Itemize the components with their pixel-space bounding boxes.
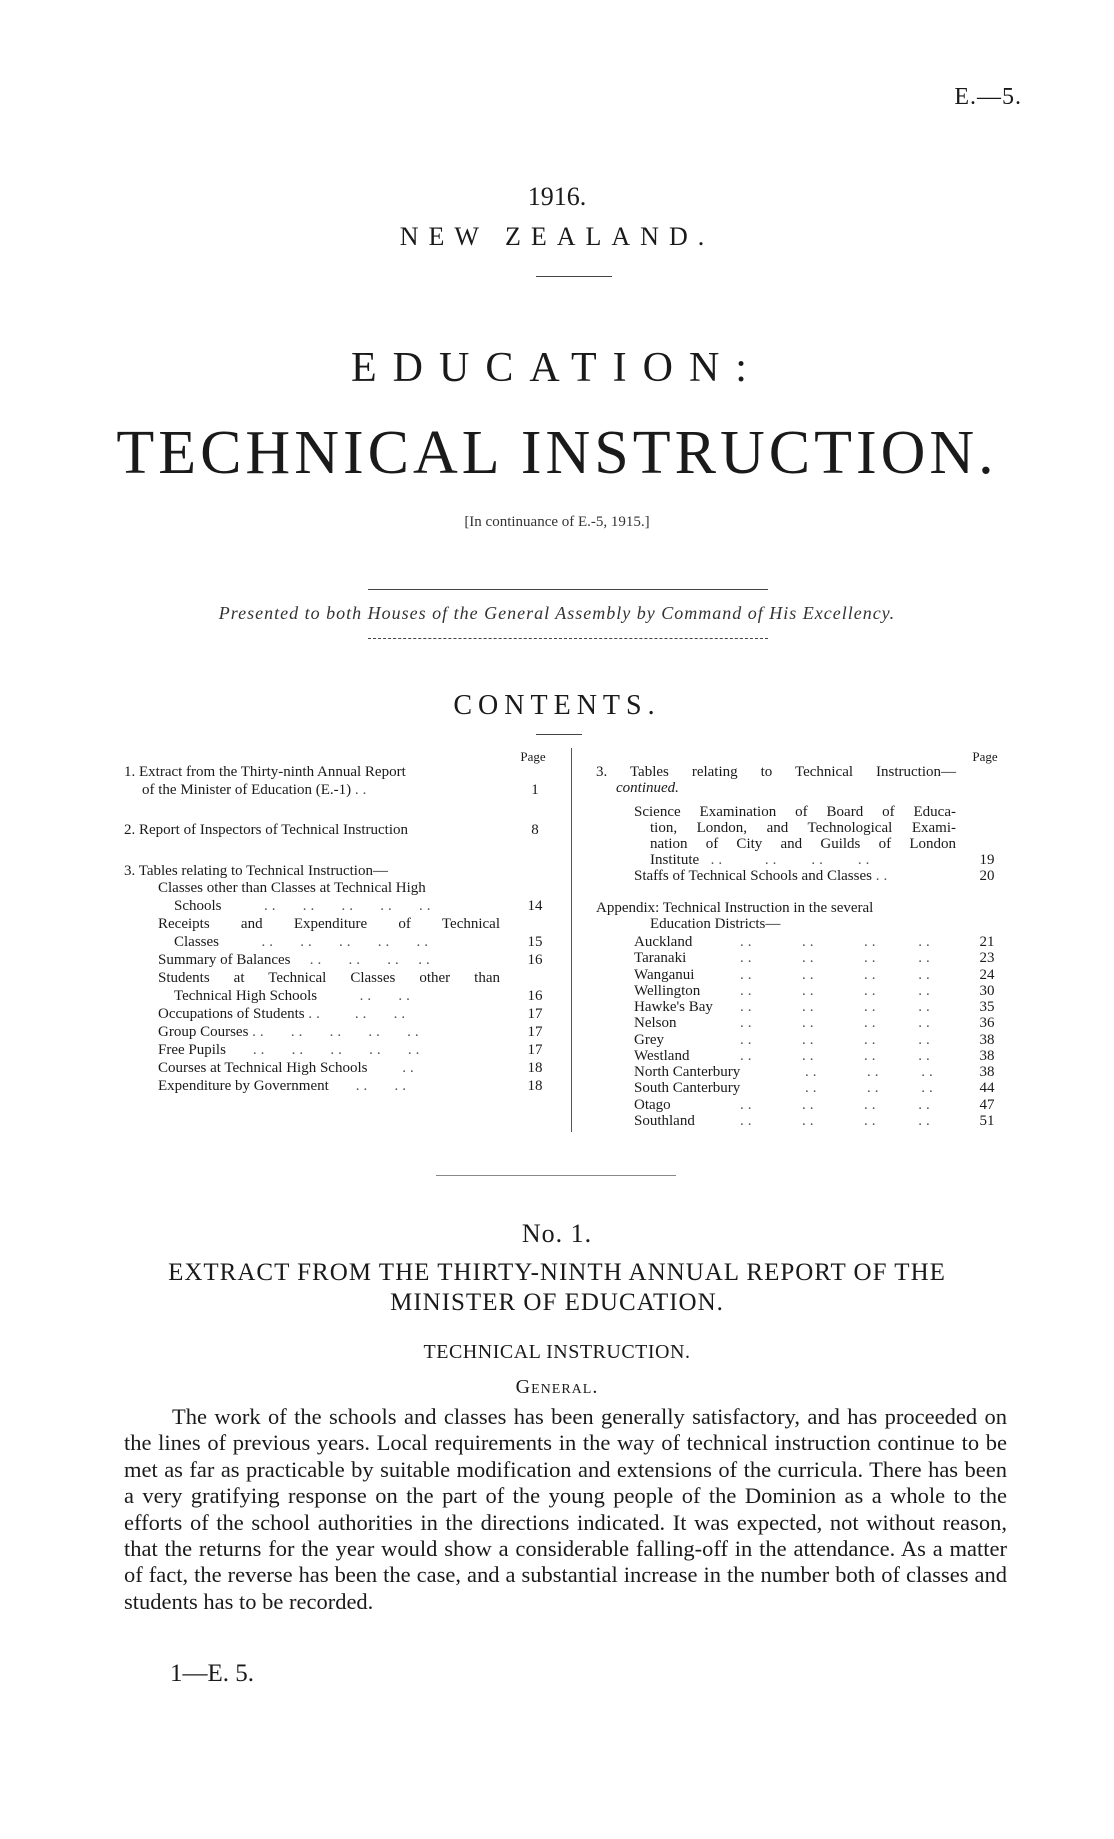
toc-entry: Free Pupils .. .. .. .. ..: [158, 1042, 424, 1058]
toc-entry: .. .. .. ..: [740, 999, 934, 1015]
toc-entry: Courses at Technical High Schools ..: [158, 1060, 418, 1076]
toc-page: 17: [527, 1006, 543, 1022]
toc-page: 18: [527, 1078, 543, 1094]
toc-entry: Taranaki: [634, 950, 687, 966]
section-title-line: MINISTER OF EDUCATION.: [390, 1289, 724, 1316]
toc-entry: Students at Technical Classes other than: [158, 970, 500, 986]
toc-page: 38: [979, 1032, 995, 1048]
toc-entry: nation of City and Guilds of London: [650, 836, 956, 852]
toc-entry: .. .. .. ..: [740, 967, 934, 983]
toc-entry: Classes .. .. .. .. ..: [174, 934, 432, 950]
toc-entry: Expenditure by Government .. ..: [158, 1078, 411, 1094]
toc-entry: Summary of Balances .. .. .. ..: [158, 952, 434, 968]
toc-entry: Grey: [634, 1032, 664, 1048]
toc-entry: .. .. .. ..: [740, 1015, 934, 1031]
toc-entry: Appendix: Technical Instruction in the several: [596, 900, 874, 916]
toc-page: 35: [979, 999, 995, 1015]
year: 1916.: [527, 182, 587, 211]
toc-entry: .. .. ..: [805, 1064, 937, 1080]
toc-entry: Institute .. .. .. ..: [650, 852, 874, 868]
divider: [536, 734, 582, 735]
toc-page: 17: [527, 1024, 543, 1040]
toc-page: 16: [527, 988, 543, 1004]
toc-entry: .. .. .. ..: [740, 1048, 934, 1064]
toc-entry: Receipts and Expenditure of Technical: [158, 916, 500, 932]
toc-entry: continued.: [616, 780, 679, 796]
toc-entry: .. .. .. ..: [740, 1113, 934, 1129]
toc-page: 20: [979, 868, 995, 884]
page-signature: 1—E. 5.: [170, 1660, 255, 1687]
toc-entry: Wanganui: [634, 967, 695, 983]
page-column-label: Page: [972, 749, 998, 764]
toc-entry: Group Courses .. .. .. .. ..: [158, 1024, 423, 1040]
country: NEW ZEALAND.: [399, 222, 715, 251]
toc-page: 17: [527, 1042, 543, 1058]
toc-page: 15: [527, 934, 543, 950]
toc-page: 44: [979, 1080, 995, 1096]
divider: [536, 276, 612, 277]
title-sub: TECHNICAL INSTRUCTION.: [116, 419, 998, 487]
toc-entry: Westland: [634, 1048, 690, 1064]
toc-page: 36: [979, 1015, 995, 1031]
toc-entry: of the Minister of Education (E.-1) ..: [142, 782, 371, 798]
toc-entry: Science Examination of Board of Educa-: [634, 804, 956, 820]
toc-entry: tion, London, and Technological Exami-: [650, 820, 956, 836]
toc-entry: Staffs of Technical Schools and Classes ..: [634, 868, 892, 884]
divider: [368, 638, 768, 639]
section-number: No. 1.: [521, 1219, 593, 1248]
toc-page: 38: [979, 1048, 995, 1064]
toc-entry: .. .. .. ..: [740, 1097, 934, 1113]
toc-page: 30: [979, 983, 995, 999]
toc-entry: Nelson: [634, 1015, 677, 1031]
toc-entry: Auckland: [634, 934, 693, 950]
toc-entry: Schools .. .. .. .. ..: [174, 898, 435, 914]
toc-page: 51: [979, 1113, 995, 1129]
toc-entry: Hawke's Bay: [634, 999, 713, 1015]
title-main: EDUCATION:: [351, 345, 763, 391]
toc-page: 16: [527, 952, 543, 968]
section-title: [0, 1258, 1114, 1318]
toc-entry: .. .. .. ..: [740, 983, 934, 999]
toc-entry: Otago: [634, 1097, 671, 1113]
toc-entry: 1. Extract from the Thirty-ninth Annual Report: [124, 764, 406, 780]
presented-line: Presented to both Houses of the General Assembly by Command of His Excellency.: [218, 603, 896, 623]
toc-page: 14: [527, 898, 543, 914]
toc-page: 23: [979, 950, 995, 966]
toc-page: 1: [531, 782, 539, 798]
toc-entry: Technical High Schools .. ..: [174, 988, 414, 1004]
body-paragraph: The work of the schools and classes has been generally satisfactory, and has proceeded on the lines of previous years. Local requirements in the way of technical instruction continue to be met as far as practicable by suitable modification and extensions of the curricula. There has been a very gratifying response on the part of the young people of the Dominion as a whole to the efforts of the school authorities in the directions indicated. It was expected, not without reason, that the returns for the year would show a considerable falling-off in the attendance. As a matter of fact, the reverse has been the case, and a substantial increase in the number both of classes and students has to be recorded.: [124, 1404, 1007, 1614]
column-divider: [571, 748, 572, 1132]
toc-entry: .. .. .. ..: [740, 1032, 934, 1048]
toc-entry: Education Districts—: [650, 916, 781, 932]
page-column-label: Page: [520, 749, 546, 764]
toc-entry: Southland: [634, 1113, 695, 1129]
divider: [436, 1175, 676, 1176]
contents-heading: CONTENTS.: [453, 690, 661, 721]
continuance-note: [In continuance of E.-5, 1915.]: [464, 514, 650, 530]
toc-page: 18: [527, 1060, 543, 1076]
document-reference: E.—5.: [954, 84, 1022, 110]
toc-entry: Wellington: [634, 983, 701, 999]
toc-entry: 3. Tables relating to Technical Instruction—: [596, 764, 956, 780]
toc-entry: .. .. ..: [805, 1080, 937, 1096]
toc-entry: North Canterbury: [634, 1064, 741, 1080]
toc-page: 19: [979, 852, 995, 868]
toc-entry: .. .. .. ..: [740, 950, 934, 966]
toc-page: 21: [979, 934, 995, 950]
toc-page: 47: [979, 1097, 995, 1113]
section-title-line: EXTRACT FROM THE THIRTY-NINTH ANNUAL REPORT OF THE: [168, 1259, 946, 1286]
subsection-heading: General.: [515, 1376, 599, 1398]
toc-entry: Occupations of Students .. .. ..: [158, 1006, 410, 1022]
toc-entry: South Canterbury: [634, 1080, 741, 1096]
subsection-title: TECHNICAL INSTRUCTION.: [423, 1341, 691, 1363]
toc-page: 24: [979, 967, 995, 983]
toc-entry: .. .. .. ..: [740, 934, 934, 950]
toc-entry: 2. Report of Inspectors of Technical Instruction: [124, 822, 409, 838]
toc-page: 8: [531, 822, 539, 838]
divider: [368, 589, 768, 590]
toc-entry: Classes other than Classes at Technical High: [158, 880, 426, 896]
toc-entry: 3. Tables relating to Technical Instruction—: [124, 863, 388, 879]
toc-page: 38: [979, 1064, 995, 1080]
